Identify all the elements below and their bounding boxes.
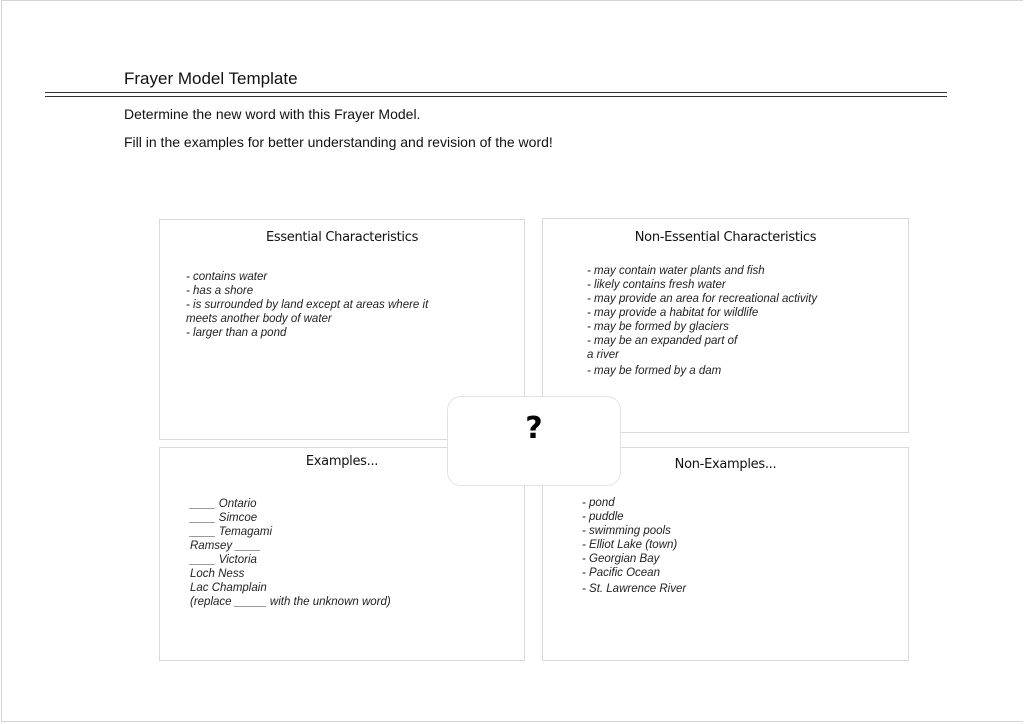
list-item: - has a shore bbox=[186, 285, 254, 297]
list-item: - Pacific Ocean bbox=[582, 567, 660, 579]
list-item: meets another body of water bbox=[186, 313, 332, 325]
list-item: - likely contains fresh water bbox=[587, 279, 726, 291]
list-item: Ramsey ____ bbox=[190, 540, 261, 552]
non-examples-list bbox=[582, 496, 686, 596]
list-item: - may provide a habitat for wildlife bbox=[587, 307, 759, 319]
instruction-line-2: Fill in the examples for better understanding and revision of the word! bbox=[124, 134, 553, 150]
document-title: Frayer Model Template bbox=[124, 69, 298, 88]
list-item: - is surrounded by land except at areas where it bbox=[186, 299, 429, 311]
list-item: - may provide an area for recreational activity bbox=[587, 293, 818, 305]
list-item: ____ Victoria bbox=[190, 554, 257, 566]
instruction-line-1: Determine the new word with this Frayer Model. bbox=[124, 106, 421, 122]
non-essential-characteristics-heading: Non-Essential Characteristics bbox=[634, 230, 817, 245]
title-divider bbox=[45, 92, 947, 97]
list-item: - may be formed by glaciers bbox=[587, 321, 729, 333]
list-item: ____ Simcoe bbox=[190, 512, 258, 524]
question-mark-icon: ? bbox=[525, 411, 543, 446]
list-item: a river bbox=[587, 349, 619, 361]
non-examples-heading: Non-Examples... bbox=[674, 457, 777, 472]
non-essential-characteristics-list bbox=[587, 264, 817, 378]
document-page bbox=[1, 0, 1023, 722]
list-item: - may be an expanded part of bbox=[587, 335, 738, 347]
list-item: ____ Ontario bbox=[190, 498, 257, 510]
list-item: - puddle bbox=[582, 511, 624, 523]
essential-characteristics-list bbox=[186, 270, 428, 340]
list-item: - St. Lawrence River bbox=[582, 583, 687, 595]
list-item: - contains water bbox=[186, 271, 268, 283]
list-item: - may contain water plants and fish bbox=[587, 265, 765, 277]
list-item: - pond bbox=[582, 497, 615, 509]
examples-heading: Examples... bbox=[305, 454, 379, 469]
center-word-box bbox=[447, 396, 621, 486]
list-item: - larger than a pond bbox=[186, 327, 287, 339]
list-item: ____ Temagami bbox=[190, 526, 273, 538]
list-item: - Georgian Bay bbox=[582, 553, 660, 565]
list-item: - swimming pools bbox=[582, 525, 671, 537]
essential-characteristics-heading: Essential Characteristics bbox=[265, 230, 419, 245]
list-item: (replace _____ with the unknown word) bbox=[190, 596, 391, 608]
list-item: - may be formed by a dam bbox=[587, 365, 722, 377]
list-item: Loch Ness bbox=[190, 568, 245, 580]
list-item: Lac Champlain bbox=[190, 582, 267, 594]
examples-list bbox=[190, 497, 391, 609]
list-item: - Elliot Lake (town) bbox=[582, 539, 678, 551]
